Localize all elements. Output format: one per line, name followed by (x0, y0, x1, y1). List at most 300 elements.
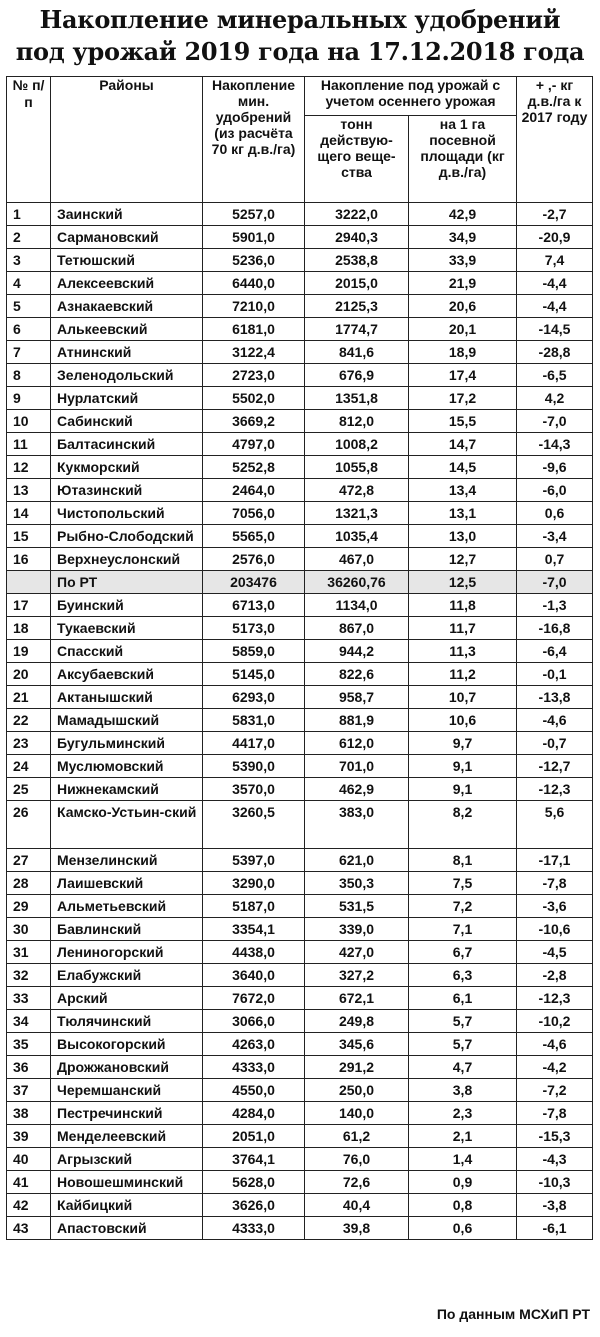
table-row (7, 1148, 593, 1171)
cell-district: Тюлячинский (51, 1010, 203, 1033)
cell-diff: -4,5 (517, 941, 593, 964)
cell-per-ha: 15,5 (409, 410, 517, 433)
table-row (7, 1033, 593, 1056)
table-row (7, 872, 593, 895)
cell-diff: 4,2 (517, 387, 593, 410)
table-row (7, 778, 593, 801)
cell-district: Новошешминский (51, 1171, 203, 1194)
cell-per-ha: 14,5 (409, 456, 517, 479)
cell-tons: 3222,0 (305, 203, 409, 226)
table-row (7, 987, 593, 1010)
cell-tons: 1351,8 (305, 387, 409, 410)
cell-accum: 5859,0 (203, 640, 305, 663)
table-row (7, 525, 593, 548)
cell-tons: 881,9 (305, 709, 409, 732)
cell-diff: 0,7 (517, 548, 593, 571)
cell-per-ha: 10,7 (409, 686, 517, 709)
table-row (7, 203, 593, 226)
cell-tons: 531,5 (305, 895, 409, 918)
cell-accum: 3122,4 (203, 341, 305, 364)
table-row (7, 1194, 593, 1217)
cell-diff: -4,2 (517, 1056, 593, 1079)
cell-per-ha: 20,1 (409, 318, 517, 341)
cell-district: Дрожжановский (51, 1056, 203, 1079)
cell-accum: 5145,0 (203, 663, 305, 686)
cell-district: Альметьевский (51, 895, 203, 918)
cell-num: 10 (7, 410, 51, 433)
cell-per-ha: 8,1 (409, 849, 517, 872)
cell-tons: 2125,3 (305, 295, 409, 318)
cell-diff: -15,3 (517, 1125, 593, 1148)
header-num: № п/п (7, 77, 51, 203)
cell-accum: 203476 (203, 571, 305, 594)
table-row (7, 941, 593, 964)
cell-accum: 6293,0 (203, 686, 305, 709)
cell-num: 18 (7, 617, 51, 640)
table-row (7, 732, 593, 755)
table-row (7, 364, 593, 387)
cell-accum: 3354,1 (203, 918, 305, 941)
cell-district: Бавлинский (51, 918, 203, 941)
table-row (7, 433, 593, 456)
cell-district: Мензелинский (51, 849, 203, 872)
cell-tons: 841,6 (305, 341, 409, 364)
table-row (7, 1217, 593, 1240)
document-title (0, 0, 600, 70)
cell-num: 17 (7, 594, 51, 617)
header-diff: + ,- кг д.в./га к 2017 году (517, 77, 593, 203)
cell-district: Тукаевский (51, 617, 203, 640)
cell-diff: -12,3 (517, 778, 593, 801)
cell-accum: 5502,0 (203, 387, 305, 410)
cell-per-ha: 6,7 (409, 941, 517, 964)
table-row (7, 1056, 593, 1079)
cell-per-ha: 9,1 (409, 778, 517, 801)
cell-diff: -6,5 (517, 364, 593, 387)
cell-num: 42 (7, 1194, 51, 1217)
cell-district: Высокогорский (51, 1033, 203, 1056)
cell-district: Аксубаевский (51, 663, 203, 686)
cell-num: 20 (7, 663, 51, 686)
cell-per-ha: 34,9 (409, 226, 517, 249)
cell-accum: 6181,0 (203, 318, 305, 341)
cell-per-ha: 11,7 (409, 617, 517, 640)
cell-num: 6 (7, 318, 51, 341)
cell-diff: -13,8 (517, 686, 593, 709)
cell-diff: -2,7 (517, 203, 593, 226)
cell-tons: 944,2 (305, 640, 409, 663)
cell-accum: 3669,2 (203, 410, 305, 433)
cell-diff: -14,5 (517, 318, 593, 341)
cell-num: 11 (7, 433, 51, 456)
table-row (7, 1010, 593, 1033)
cell-per-ha: 18,9 (409, 341, 517, 364)
cell-district: Лениногорский (51, 941, 203, 964)
cell-diff: -28,8 (517, 341, 593, 364)
cell-accum: 2576,0 (203, 548, 305, 571)
cell-accum: 4797,0 (203, 433, 305, 456)
table-row (7, 502, 593, 525)
cell-accum: 5628,0 (203, 1171, 305, 1194)
cell-num: 35 (7, 1033, 51, 1056)
source-note: По данным МСХиП РТ (436, 1306, 590, 1322)
cell-district: Нижнекамский (51, 778, 203, 801)
cell-num: 32 (7, 964, 51, 987)
cell-district: Бугульминский (51, 732, 203, 755)
cell-district: Чистопольский (51, 502, 203, 525)
cell-per-ha: 0,6 (409, 1217, 517, 1240)
cell-num: 9 (7, 387, 51, 410)
cell-district: Заинский (51, 203, 203, 226)
cell-accum: 5390,0 (203, 755, 305, 778)
cell-accum: 2464,0 (203, 479, 305, 502)
cell-accum: 4333,0 (203, 1217, 305, 1240)
table-row (7, 594, 593, 617)
cell-diff: -7,0 (517, 410, 593, 433)
cell-num: 41 (7, 1171, 51, 1194)
cell-accum: 7210,0 (203, 295, 305, 318)
cell-num: 36 (7, 1056, 51, 1079)
table-row (7, 548, 593, 571)
table-header (7, 77, 593, 203)
cell-per-ha: 17,4 (409, 364, 517, 387)
cell-diff: -10,6 (517, 918, 593, 941)
cell-tons: 701,0 (305, 755, 409, 778)
table-row (7, 226, 593, 249)
cell-diff: -6,4 (517, 640, 593, 663)
cell-diff: -12,7 (517, 755, 593, 778)
cell-tons: 327,2 (305, 964, 409, 987)
cell-district: Алексеевский (51, 272, 203, 295)
cell-district: Мамадышский (51, 709, 203, 732)
cell-accum: 5397,0 (203, 849, 305, 872)
cell-per-ha: 12,7 (409, 548, 517, 571)
cell-num: 24 (7, 755, 51, 778)
cell-diff: -17,1 (517, 849, 593, 872)
cell-district: Апастовский (51, 1217, 203, 1240)
cell-per-ha: 2,3 (409, 1102, 517, 1125)
cell-tons: 1134,0 (305, 594, 409, 617)
table-row (7, 801, 593, 849)
cell-tons: 36260,76 (305, 571, 409, 594)
cell-accum: 5565,0 (203, 525, 305, 548)
table-row (7, 1102, 593, 1125)
table-row (7, 1079, 593, 1102)
table-row (7, 272, 593, 295)
cell-district: Сармановский (51, 226, 203, 249)
cell-diff: -0,7 (517, 732, 593, 755)
cell-per-ha: 5,7 (409, 1010, 517, 1033)
cell-diff: -3,8 (517, 1194, 593, 1217)
cell-district: Муслюмовский (51, 755, 203, 778)
cell-num: 14 (7, 502, 51, 525)
cell-diff: -4,3 (517, 1148, 593, 1171)
cell-tons: 822,6 (305, 663, 409, 686)
cell-district: Пестречинский (51, 1102, 203, 1125)
cell-accum: 3290,0 (203, 872, 305, 895)
cell-tons: 39,8 (305, 1217, 409, 1240)
cell-district: Камско-Устьин-ский (51, 801, 203, 849)
cell-diff: -3,4 (517, 525, 593, 548)
cell-diff: -2,8 (517, 964, 593, 987)
cell-diff: -4,6 (517, 709, 593, 732)
cell-tons: 76,0 (305, 1148, 409, 1171)
cell-tons: 2015,0 (305, 272, 409, 295)
cell-district: Менделеевский (51, 1125, 203, 1148)
cell-diff: -16,8 (517, 617, 593, 640)
cell-per-ha: 0,9 (409, 1171, 517, 1194)
cell-per-ha: 11,2 (409, 663, 517, 686)
cell-num: 22 (7, 709, 51, 732)
cell-accum: 3260,5 (203, 801, 305, 849)
cell-district: По РТ (51, 571, 203, 594)
cell-diff: -14,3 (517, 433, 593, 456)
header-accum: Накопление мин. удобрений (из расчёта 70 кг д.в./га) (203, 77, 305, 203)
cell-accum: 3640,0 (203, 964, 305, 987)
cell-per-ha: 5,7 (409, 1033, 517, 1056)
cell-district: Кукморский (51, 456, 203, 479)
cell-tons: 812,0 (305, 410, 409, 433)
table-row (7, 918, 593, 941)
cell-diff: 0,6 (517, 502, 593, 525)
cell-tons: 676,9 (305, 364, 409, 387)
cell-district: Елабужский (51, 964, 203, 987)
cell-tons: 462,9 (305, 778, 409, 801)
cell-tons: 250,0 (305, 1079, 409, 1102)
cell-district: Буинский (51, 594, 203, 617)
cell-num: 23 (7, 732, 51, 755)
cell-district: Тетюшский (51, 249, 203, 272)
cell-district: Балтасинский (51, 433, 203, 456)
table-row (7, 663, 593, 686)
cell-per-ha: 20,6 (409, 295, 517, 318)
cell-tons: 291,2 (305, 1056, 409, 1079)
cell-diff: -6,0 (517, 479, 593, 502)
cell-diff: 7,4 (517, 249, 593, 272)
cell-diff: -10,3 (517, 1171, 593, 1194)
cell-accum: 3570,0 (203, 778, 305, 801)
table-row (7, 410, 593, 433)
cell-num: 2 (7, 226, 51, 249)
cell-tons: 2538,8 (305, 249, 409, 272)
cell-district: Лаишевский (51, 872, 203, 895)
cell-tons: 350,3 (305, 872, 409, 895)
cell-per-ha: 17,2 (409, 387, 517, 410)
cell-diff: -20,9 (517, 226, 593, 249)
cell-district: Агрызский (51, 1148, 203, 1171)
cell-per-ha: 13,4 (409, 479, 517, 502)
cell-per-ha: 11,3 (409, 640, 517, 663)
table-row (7, 640, 593, 663)
cell-tons: 472,8 (305, 479, 409, 502)
cell-diff: -10,2 (517, 1010, 593, 1033)
cell-district: Атнинский (51, 341, 203, 364)
cell-diff: -9,6 (517, 456, 593, 479)
table-row (7, 895, 593, 918)
cell-per-ha: 6,1 (409, 987, 517, 1010)
cell-accum: 6440,0 (203, 272, 305, 295)
cell-num: 37 (7, 1079, 51, 1102)
cell-accum: 4333,0 (203, 1056, 305, 1079)
cell-diff: -1,3 (517, 594, 593, 617)
table-row (7, 249, 593, 272)
table-row (7, 709, 593, 732)
cell-district: Нурлатский (51, 387, 203, 410)
cell-num: 29 (7, 895, 51, 918)
cell-per-ha: 2,1 (409, 1125, 517, 1148)
cell-per-ha: 12,5 (409, 571, 517, 594)
cell-diff: -0,1 (517, 663, 593, 686)
cell-tons: 140,0 (305, 1102, 409, 1125)
cell-num: 25 (7, 778, 51, 801)
table-row (7, 686, 593, 709)
cell-tons: 621,0 (305, 849, 409, 872)
cell-district: Сабинский (51, 410, 203, 433)
cell-district: Ютазинский (51, 479, 203, 502)
cell-per-ha: 7,1 (409, 918, 517, 941)
cell-num: 38 (7, 1102, 51, 1125)
cell-tons: 40,4 (305, 1194, 409, 1217)
table-row (7, 456, 593, 479)
cell-tons: 958,7 (305, 686, 409, 709)
cell-per-ha: 1,4 (409, 1148, 517, 1171)
cell-district: Черемшанский (51, 1079, 203, 1102)
cell-district: Спасский (51, 640, 203, 663)
cell-accum: 6713,0 (203, 594, 305, 617)
cell-per-ha: 33,9 (409, 249, 517, 272)
header-tons: тонн действую-щего веще-ства (305, 116, 409, 203)
cell-diff: -6,1 (517, 1217, 593, 1240)
cell-tons: 467,0 (305, 548, 409, 571)
cell-accum: 4417,0 (203, 732, 305, 755)
cell-per-ha: 13,1 (409, 502, 517, 525)
cell-num: 1 (7, 203, 51, 226)
fertilizer-table (6, 76, 593, 1240)
cell-per-ha: 9,7 (409, 732, 517, 755)
cell-diff: 5,6 (517, 801, 593, 849)
cell-diff: -4,4 (517, 272, 593, 295)
cell-diff: -4,4 (517, 295, 593, 318)
cell-num: 43 (7, 1217, 51, 1240)
cell-tons: 2940,3 (305, 226, 409, 249)
cell-accum: 7672,0 (203, 987, 305, 1010)
cell-district: Арский (51, 987, 203, 1010)
cell-per-ha: 3,8 (409, 1079, 517, 1102)
table-row (7, 849, 593, 872)
cell-per-ha: 13,0 (409, 525, 517, 548)
cell-tons: 867,0 (305, 617, 409, 640)
cell-num: 26 (7, 801, 51, 849)
cell-tons: 672,1 (305, 987, 409, 1010)
table-row (7, 617, 593, 640)
cell-district: Азнакаевский (51, 295, 203, 318)
cell-accum: 3626,0 (203, 1194, 305, 1217)
cell-num: 8 (7, 364, 51, 387)
cell-per-ha: 14,7 (409, 433, 517, 456)
header-accum-group: Накопление под урожай с учетом осеннего урожая (305, 77, 517, 116)
cell-diff: -3,6 (517, 895, 593, 918)
cell-per-ha: 8,2 (409, 801, 517, 849)
cell-accum: 3764,1 (203, 1148, 305, 1171)
cell-district: Рыбно-Слободский (51, 525, 203, 548)
cell-per-ha: 11,8 (409, 594, 517, 617)
cell-district: Зеленодольский (51, 364, 203, 387)
cell-accum: 5831,0 (203, 709, 305, 732)
table-row (7, 295, 593, 318)
total-row (7, 571, 593, 594)
table-row (7, 387, 593, 410)
cell-accum: 5257,0 (203, 203, 305, 226)
cell-diff: -4,6 (517, 1033, 593, 1056)
cell-per-ha: 0,8 (409, 1194, 517, 1217)
cell-diff: -7,2 (517, 1079, 593, 1102)
cell-tons: 1008,2 (305, 433, 409, 456)
cell-per-ha: 42,9 (409, 203, 517, 226)
cell-district: Кайбицкий (51, 1194, 203, 1217)
cell-tons: 383,0 (305, 801, 409, 849)
cell-tons: 427,0 (305, 941, 409, 964)
cell-num: 16 (7, 548, 51, 571)
cell-num: 31 (7, 941, 51, 964)
cell-num: 3 (7, 249, 51, 272)
cell-accum: 4263,0 (203, 1033, 305, 1056)
cell-accum: 5173,0 (203, 617, 305, 640)
cell-num: 30 (7, 918, 51, 941)
cell-district: Актанышский (51, 686, 203, 709)
header-per-ha: на 1 га посевной площади (кг д.в./га) (409, 116, 517, 203)
cell-tons: 1774,7 (305, 318, 409, 341)
title-line-1: Накопление минеральных удобрений (39, 5, 561, 34)
cell-accum: 5252,8 (203, 456, 305, 479)
cell-tons: 345,6 (305, 1033, 409, 1056)
cell-tons: 1321,3 (305, 502, 409, 525)
cell-district: Верхнеуслонский (51, 548, 203, 571)
table-row (7, 1171, 593, 1194)
table-row (7, 318, 593, 341)
table-row (7, 341, 593, 364)
cell-per-ha: 21,9 (409, 272, 517, 295)
cell-diff: -7,0 (517, 571, 593, 594)
cell-accum: 4438,0 (203, 941, 305, 964)
cell-num (7, 571, 51, 594)
cell-diff: -7,8 (517, 1102, 593, 1125)
table-body (7, 203, 593, 1240)
cell-num: 13 (7, 479, 51, 502)
cell-per-ha: 6,3 (409, 964, 517, 987)
cell-accum: 5187,0 (203, 895, 305, 918)
cell-accum: 4284,0 (203, 1102, 305, 1125)
cell-accum: 2051,0 (203, 1125, 305, 1148)
cell-per-ha: 9,1 (409, 755, 517, 778)
table-row (7, 479, 593, 502)
cell-accum: 2723,0 (203, 364, 305, 387)
table-row (7, 1125, 593, 1148)
cell-num: 15 (7, 525, 51, 548)
cell-tons: 72,6 (305, 1171, 409, 1194)
cell-per-ha: 4,7 (409, 1056, 517, 1079)
cell-diff: -7,8 (517, 872, 593, 895)
cell-num: 40 (7, 1148, 51, 1171)
cell-num: 4 (7, 272, 51, 295)
cell-num: 7 (7, 341, 51, 364)
cell-num: 33 (7, 987, 51, 1010)
cell-accum: 3066,0 (203, 1010, 305, 1033)
cell-accum: 5901,0 (203, 226, 305, 249)
cell-num: 27 (7, 849, 51, 872)
cell-num: 5 (7, 295, 51, 318)
cell-num: 39 (7, 1125, 51, 1148)
cell-accum: 5236,0 (203, 249, 305, 272)
